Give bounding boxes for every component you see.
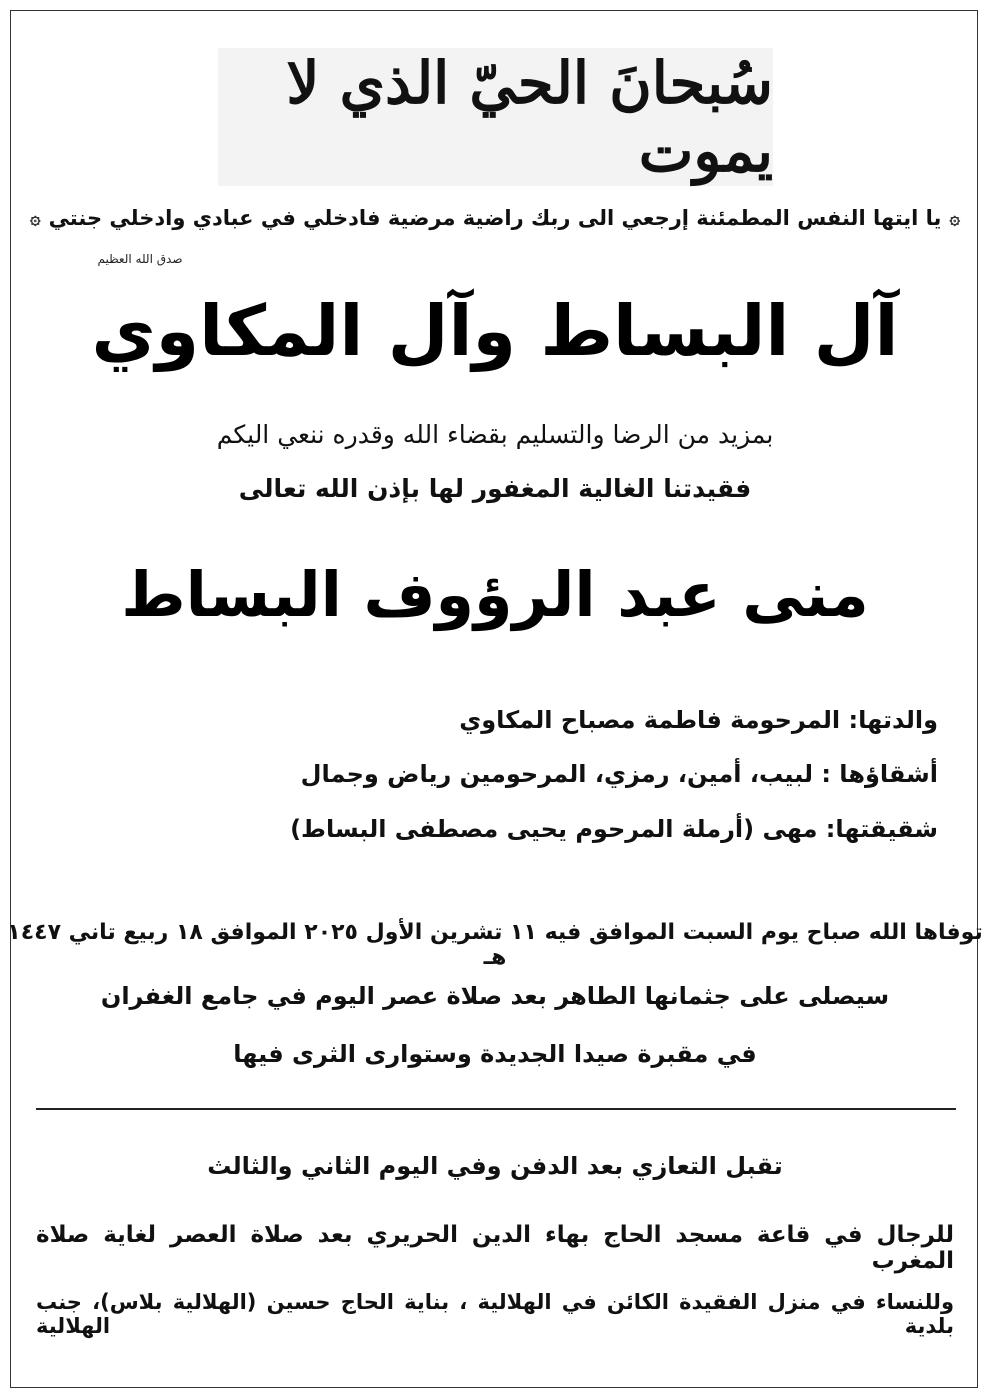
intro-line-2: فقيدتنا الغالية المغفور لها بإذن الله تعالى [238, 474, 752, 503]
relative-mother: والدتها: المرحومة فاطمة مصباح المكاوي [459, 706, 938, 734]
burial-line: في مقبرة صيدا الجديدة وستوارى الثرى فيها [233, 1040, 757, 1068]
quran-verse [30, 206, 960, 230]
funeral-prayer-line: سيصلى على جثمانها الطاهر بعد صلاة عصر اليوم في جامع الغفران [100, 982, 890, 1010]
death-date-line: توفاها الله صباح يوم السبت الموافق فيه ١١ تشرين الأول ٢٠٢٥ الموافق ١٨ ربيع تاني ١٤٤٧ هـ [7, 920, 983, 970]
relative-sister: شقيقتها: مهى (أرملة المرحوم يحيى مصطفى البساط) [290, 815, 938, 843]
condolence-men: للرجال في قاعة مسجد الحاج بهاء الدين الحريري بعد صلاة العصر لغاية صلاة المغرب [36, 1222, 954, 1274]
section-divider [36, 1108, 956, 1110]
sadaq-allah-caption: صدق الله العظيم [97, 252, 183, 266]
verse-text: يا ايتها النفس المطمئنة إرجعي الى ربك راضية مرضية فادخلي في عبادي وادخلي جنتي [48, 206, 942, 230]
relative-brothers: أشقاؤها : لبيب، أمين، رمزي، المرحومين رياض وجمال [300, 760, 938, 788]
condolence-intro: تقبل التعازي بعد الدفن وفي اليوم الثاني والثالث [207, 1152, 783, 1180]
ornament-icon: ۞ [30, 207, 41, 229]
deceased-name: منى عبد الرؤوف البساط [121, 558, 869, 631]
intro-line-1: بمزيد من الرضا والتسليم بقضاء الله وقدره ننعي اليكم [216, 420, 774, 449]
calligraphy-header: سُبحانَ الحيّ الذي لا يموت [218, 48, 773, 186]
family-name: آل البساط وآل المكاوي [91, 290, 899, 372]
ornament-icon: ۞ [949, 207, 960, 229]
condolence-women: وللنساء في منزل الفقيدة الكائن في الهلالية ، بناية الحاج حسين (الهلالية بلاس)، جنب بلدية الهلالية [36, 1290, 954, 1338]
